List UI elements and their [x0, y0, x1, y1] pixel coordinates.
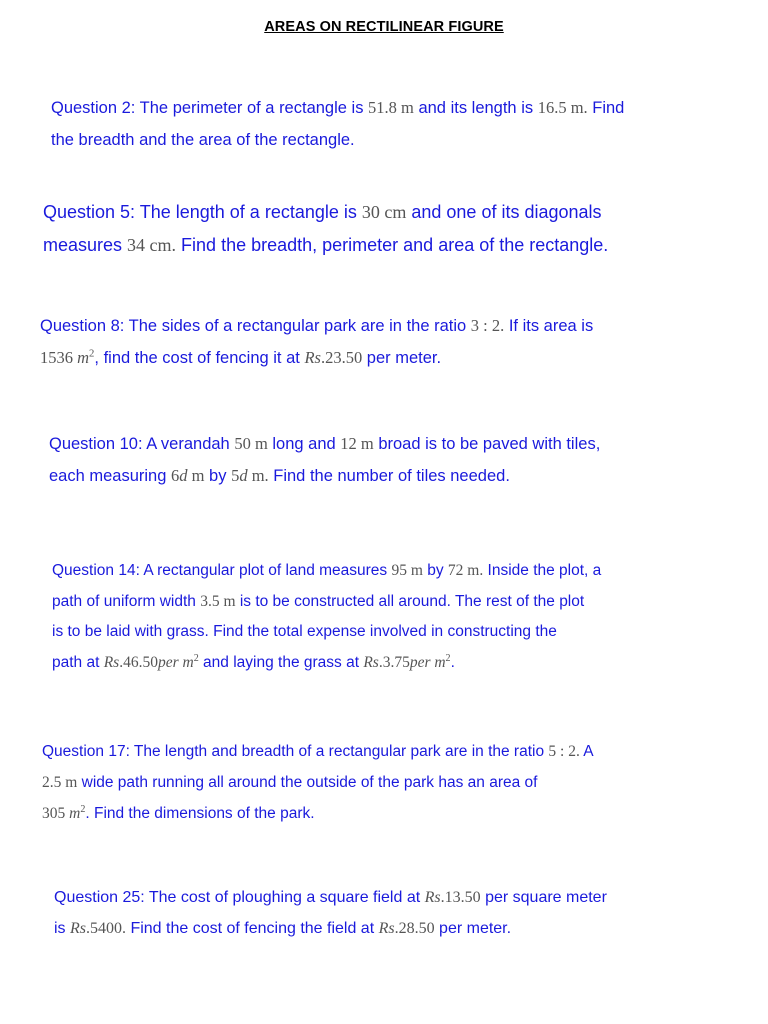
question-10	[49, 428, 600, 492]
question-5-line-1	[43, 196, 608, 229]
text: Find the breadth, perimeter and area of the rectangle.	[176, 235, 609, 255]
text: If its area is	[504, 317, 594, 335]
text: by	[204, 467, 232, 485]
text: . Find the dimensions of the park.	[85, 805, 315, 822]
text: wide path running all around the outside of the park has an area of	[77, 774, 538, 791]
math: .3.75	[378, 653, 410, 671]
math: 6	[171, 466, 180, 485]
math: m	[77, 348, 90, 367]
question-25-line-1	[54, 882, 607, 913]
text: Find the number of tiles needed.	[268, 467, 510, 485]
math: 51.8 m	[368, 98, 414, 117]
text: path of uniform width	[52, 592, 201, 610]
page-title: AREAS ON RECTILINEAR FIGURE	[264, 19, 504, 35]
text: and its length is	[413, 99, 538, 117]
math: Rs	[363, 653, 379, 671]
math: 5 : 2.	[548, 743, 580, 760]
math: Rs	[70, 920, 86, 937]
superscript: 2	[89, 347, 95, 360]
question-2-line-1	[51, 92, 624, 124]
question-5	[43, 196, 608, 262]
math: m.	[247, 466, 269, 485]
question-14	[52, 556, 601, 678]
math: Rs	[103, 653, 120, 671]
math: per m	[409, 653, 446, 671]
text: Question 10: A verandah	[49, 435, 235, 453]
math: 3.5 m	[200, 592, 236, 610]
text: by	[422, 562, 448, 579]
math: .23.50	[320, 348, 363, 367]
text: and laying the grass at	[198, 653, 364, 671]
text: Question 5: The length of a rectangle is	[43, 202, 362, 222]
text: .	[450, 653, 455, 671]
question-10-line-1	[49, 428, 600, 460]
question-17-line-1	[42, 736, 594, 767]
text: is	[54, 920, 70, 937]
question-14-line-4	[52, 648, 601, 679]
text: Find	[587, 99, 625, 117]
math: .46.50	[119, 653, 158, 671]
text: Question 25: The cost of ploughing a square field at	[54, 889, 425, 906]
question-14-line-2	[52, 587, 601, 618]
question-8	[40, 310, 593, 374]
text: Question 8: The sides of a rectangular park are in the ratio	[40, 317, 471, 335]
superscript: 2	[445, 652, 451, 664]
superscript: 2	[80, 803, 86, 815]
math: 34 cm.	[127, 235, 177, 255]
math: m	[187, 466, 205, 485]
math: Rs	[378, 920, 395, 937]
math: d	[179, 466, 188, 485]
math: Rs	[424, 889, 441, 906]
question-8-line-2	[40, 342, 593, 374]
text: Find the cost of fencing the field at	[126, 920, 379, 937]
question-14-line-1	[52, 556, 601, 587]
math: 1536	[40, 348, 78, 367]
math: 95 m	[391, 562, 423, 579]
question-17	[42, 736, 594, 829]
question-2-line-2: the breadth and the area of the rectangle.	[51, 131, 355, 149]
math: 305	[42, 805, 70, 822]
text: each measuring	[49, 467, 171, 485]
math: 2.5 m	[42, 774, 78, 791]
text: and one of its diagonals	[406, 202, 602, 222]
text: Question 14: A rectangular plot of land measures	[52, 562, 392, 579]
text: long and	[267, 435, 341, 453]
question-17-line-2	[42, 767, 594, 798]
math: 12 m	[340, 434, 374, 453]
math: 72 m.	[447, 562, 484, 579]
question-25	[54, 882, 607, 944]
text: Inside the plot, a	[483, 562, 602, 579]
text: , find the cost of fencing it at	[94, 349, 305, 367]
question-14-line-3: is to be laid with grass. Find the total expense involved in constructing the	[52, 623, 557, 640]
math: .5400.	[86, 920, 126, 937]
question-8-line-1	[40, 310, 593, 342]
text: A	[579, 743, 594, 760]
text: per square meter	[480, 889, 607, 906]
text: per meter.	[434, 920, 512, 937]
question-10-line-2	[49, 460, 600, 492]
math: 3 : 2.	[470, 316, 505, 335]
text: Question 17: The length and breadth of a rectangular park are in the ratio	[42, 743, 549, 760]
math: 30 cm	[361, 202, 407, 222]
math: .28.50	[394, 920, 435, 937]
math: Rs	[304, 348, 321, 367]
text: broad is to be paved with tiles,	[373, 435, 601, 453]
question-17-line-3	[42, 798, 594, 829]
text: per meter.	[362, 349, 442, 367]
question-2	[51, 92, 624, 156]
text: path at	[52, 653, 104, 671]
math: 16.5 m.	[537, 98, 588, 117]
question-25-line-2	[54, 913, 607, 944]
math: per m	[157, 653, 194, 671]
text: Question 2: The perimeter of a rectangle is	[51, 99, 369, 117]
superscript: 2	[193, 652, 199, 664]
math: .13.50	[440, 889, 481, 906]
math: d	[239, 466, 248, 485]
text: is to be constructed all around. The rest of the plot	[235, 592, 585, 610]
question-5-line-2	[43, 229, 608, 262]
math: m	[69, 805, 81, 822]
math: 5	[231, 466, 240, 485]
text: measures	[43, 235, 128, 255]
math: 50 m	[234, 434, 268, 453]
